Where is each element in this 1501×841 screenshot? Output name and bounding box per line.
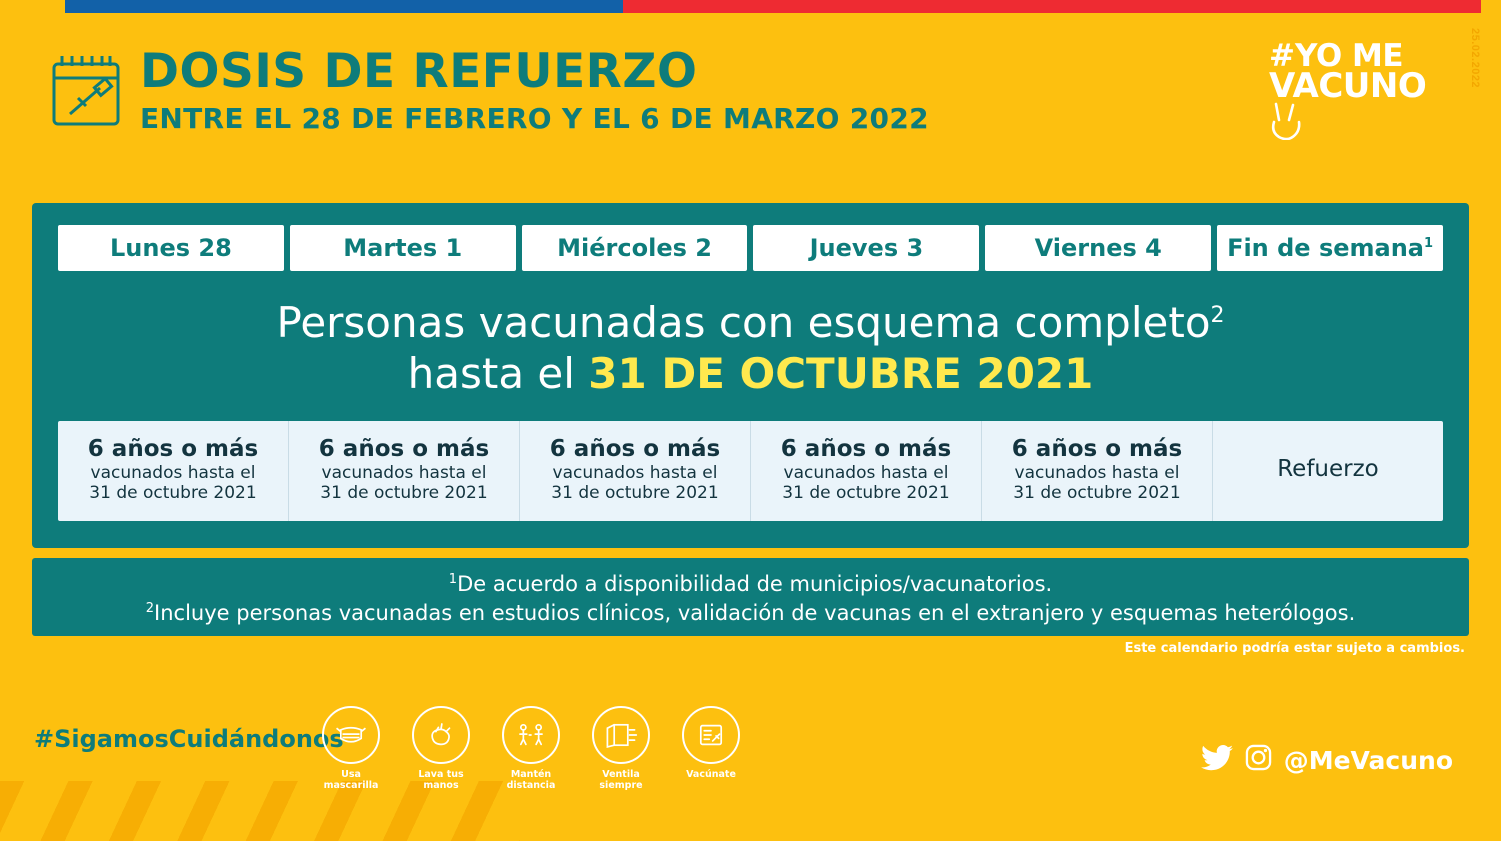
measure-caption-l2: distancia: [506, 779, 556, 791]
day-label-footnote: 1: [1423, 236, 1434, 251]
group-row: [58, 421, 1443, 520]
group-sub-line2: 31 de octubre 2021: [1013, 483, 1181, 504]
hand-peace-icon: [1267, 98, 1305, 140]
campaign-hashtag: #SigamosCuidándonos: [34, 725, 344, 753]
measure-caption-l1: Lava tus: [418, 769, 464, 780]
yo-me-vacuno-logo: [1269, 38, 1439, 122]
measure-caption-l1: Mantén: [510, 769, 552, 780]
group-title: 6 años o más: [87, 436, 259, 463]
group-sub-line1: vacunados hasta el: [321, 463, 487, 484]
calendar-syringe-icon: [48, 52, 124, 130]
day-cell-wednesday: [522, 225, 748, 271]
day-cell-tuesday: [290, 225, 516, 271]
day-header-row: [58, 225, 1443, 271]
social-distance-icon: [502, 706, 560, 764]
calendar-panel: [32, 203, 1469, 548]
group-sub-line2: 31 de octubre 2021: [89, 483, 257, 504]
topbar-blue-segment: [65, 0, 623, 13]
day-label: Viernes 4: [1034, 234, 1162, 262]
day-label: Fin de semana: [1227, 234, 1424, 262]
group-cell-thursday: [751, 421, 982, 520]
group-sub-line1: vacunados hasta el: [783, 463, 949, 484]
measure-caption-l2: manos: [423, 779, 459, 791]
footnote-2-marker: 2: [145, 600, 155, 616]
logo-line2: VACUNO: [1269, 65, 1427, 106]
prevention-measures: [318, 706, 744, 792]
instagram-icon[interactable]: [1245, 744, 1272, 776]
measure-caption-l2: siempre: [599, 779, 643, 791]
top-color-bar: [0, 0, 1501, 13]
topbar-left-gap: [0, 0, 65, 13]
footnote-2-text: Incluye personas vacunadas en estudios clínicos, validación de vacunas en el extranjero y esquemas heterólogos.: [154, 600, 1356, 625]
group-sub-line2: 31 de octubre 2021: [782, 483, 950, 504]
measure-caption-l1: Vacúnate: [686, 769, 736, 780]
footnotes-band: [32, 558, 1469, 636]
measure-ventilate: [588, 706, 654, 792]
group-title: 6 años o más: [318, 436, 490, 463]
group-title: 6 años o más: [549, 436, 721, 463]
headline-date-highlight: 31 DE OCTUBRE 2021: [588, 349, 1094, 399]
logo-hash: #: [1269, 38, 1295, 74]
day-cell-friday: [985, 225, 1211, 271]
group-sub-line2: 31 de octubre 2021: [551, 483, 719, 504]
measure-caption-l2: mascarilla: [323, 779, 379, 791]
measure-wash-hands: [408, 706, 474, 792]
group-title: 6 años o más: [780, 436, 952, 463]
group-title: Refuerzo: [1277, 456, 1379, 483]
headline-line1: Personas vacunadas con esquema completo: [276, 298, 1211, 347]
day-label: Miércoles 2: [557, 234, 712, 262]
logo-line1: YO ME: [1294, 38, 1403, 74]
face-mask-icon: [322, 706, 380, 764]
day-label: Lunes 28: [110, 234, 232, 262]
date-stamp: 25.02.2022: [1469, 28, 1481, 89]
headline-line2-prefix: hasta el: [407, 349, 589, 399]
day-cell-weekend: [1217, 225, 1443, 271]
ventilation-window-icon: [592, 706, 650, 764]
day-cell-thursday: [753, 225, 979, 271]
group-cell-monday: [58, 421, 289, 520]
measure-keep-distance: [498, 706, 564, 792]
poster-header: [48, 44, 929, 135]
eligibility-headline: [58, 297, 1443, 399]
headline-footnote: 2: [1210, 303, 1225, 328]
topbar-right-gap: [1481, 0, 1501, 13]
group-cell-friday: [982, 421, 1213, 520]
vaccination-card-icon: [682, 706, 740, 764]
footnote-1-marker: 1: [448, 572, 458, 587]
group-sub-line1: vacunados hasta el: [1014, 463, 1180, 484]
group-title: 6 años o más: [1011, 436, 1183, 463]
footnote-1-text: De acuerdo a disponibilidad de municipios/vacunatorios.: [457, 572, 1053, 596]
wash-hands-icon: [412, 706, 470, 764]
page-title: DOSIS DE REFUERZO: [140, 44, 698, 99]
group-sub-line2: 31 de octubre 2021: [320, 483, 488, 504]
social-handle[interactable]: @MeVacuno: [1283, 745, 1453, 775]
measure-caption-l1: Ventila: [602, 769, 640, 780]
twitter-icon[interactable]: [1201, 745, 1233, 776]
day-label: Martes 1: [343, 234, 463, 262]
page-subtitle: ENTRE EL 28 DE FEBRERO Y EL 6 DE MARZO 2022: [140, 101, 929, 135]
measure-use-mask: [318, 706, 384, 792]
topbar-red-segment: [623, 0, 1481, 13]
group-cell-wednesday: [520, 421, 751, 520]
group-cell-tuesday: [289, 421, 520, 520]
group-sub-line1: vacunados hasta el: [552, 463, 718, 484]
measure-get-vaccinated: [678, 706, 744, 792]
disclaimer-text: Este calendario podría estar sujeto a cambios.: [1124, 641, 1465, 656]
group-cell-weekend: [1213, 421, 1443, 520]
group-sub-line1: vacunados hasta el: [90, 463, 256, 484]
day-cell-monday: [58, 225, 284, 271]
measure-caption-l1: Usa: [341, 769, 361, 780]
day-label: Jueves 3: [809, 234, 924, 262]
social-links: [1201, 744, 1453, 776]
